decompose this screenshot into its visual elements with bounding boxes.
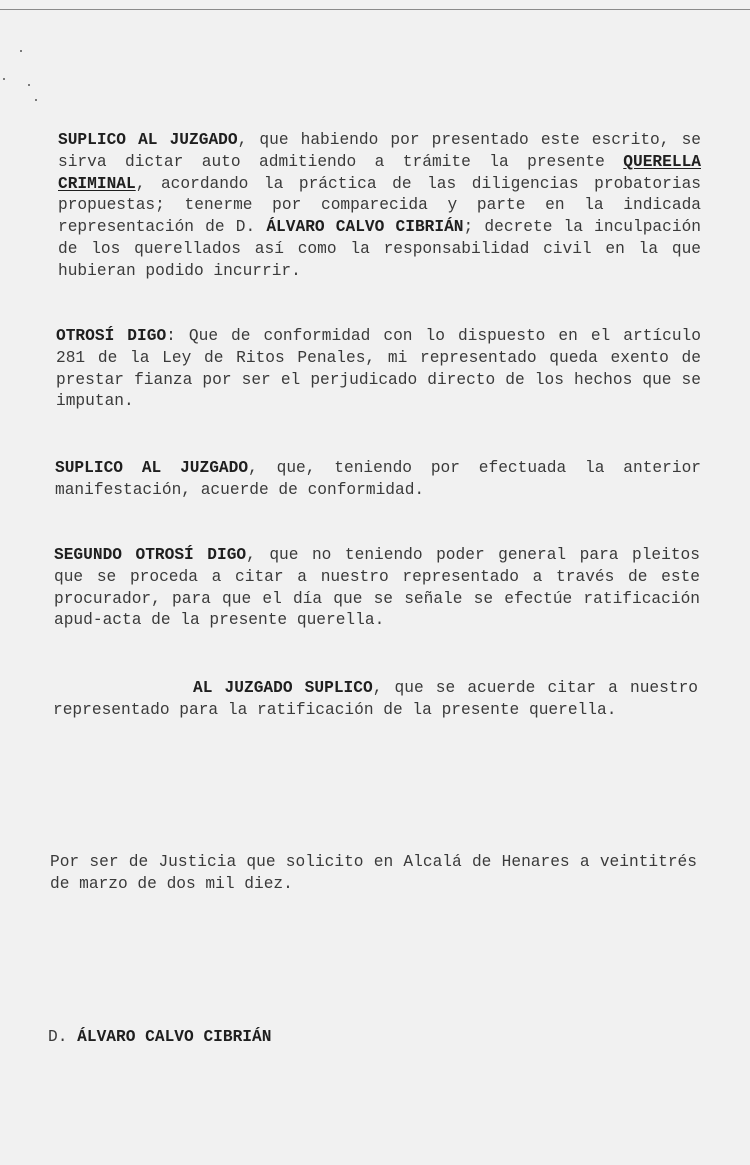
scan-speck	[35, 99, 37, 101]
scan-speck	[3, 78, 5, 80]
scan-speck	[28, 84, 30, 86]
paragraph-text: , que, teniendo por efectuada la anterior manifestación, acuerde de conformidad.	[55, 459, 701, 499]
paragraph-closing	[50, 852, 697, 896]
top-rule	[0, 9, 750, 10]
paragraph-lead: SEGUNDO OTROSÍ DIGO	[54, 546, 247, 564]
paragraph-lead: OTROSÍ DIGO	[56, 327, 167, 345]
signature-prefix: D.	[48, 1028, 78, 1046]
paragraph-text: Por ser de Justicia que solicito en Alcalá de Henares a veintitrés de marzo de dos mil diez.	[50, 853, 697, 893]
signature	[48, 1027, 548, 1049]
paragraph-text: , que no teniendo poder general para pleitos que se proceda a citar a nuestro representado a través de este procurador, para que el día que se señale se efectúe ratificación apud-acta de la presente querella.	[54, 546, 700, 630]
paragraph-text: : Que de conformidad con lo dispuesto en el artículo 281 de la Ley de Ritos Penales, mi representado queda exento de prestar fianza por ser el perjudicado directo de los hechos que se imputan.	[56, 327, 701, 411]
underlined-heading: QUERELLA CRIMINAL	[58, 152, 701, 193]
paragraph-text: , que habiendo por presentado este escrito, se sirva dictar auto admitiendo a trámite la presente	[58, 131, 701, 171]
paragraph-text: , acordando la práctica de las diligencias probatorias propuestas; tenerme por comparecida y parte en la indicada representación de D.	[58, 174, 701, 237]
paragraph-lead: SUPLICO AL JUZGADO	[55, 459, 249, 477]
scan-speck	[20, 50, 22, 52]
represented-name: ÁLVARO CALVO CIBRIÁN	[266, 218, 464, 237]
paragraph-suplico-querella	[58, 130, 701, 283]
paragraph-text: , que se acuerde citar a nuestro representado para la ratificación de la presente querella.	[53, 679, 698, 719]
paragraph-otrosi-digo	[56, 326, 701, 413]
paragraph-lead: SUPLICO AL JUZGADO	[58, 131, 238, 149]
signature-name: ÁLVARO CALVO CIBRIÁN	[77, 1028, 272, 1046]
paragraph-suplico-manifestacion	[55, 458, 701, 502]
paragraph-al-juzgado-suplico	[53, 678, 698, 722]
paragraph-text: ; decrete la inculpación de los querellados así como la responsabilidad civil en la que hubieran podido incurrir.	[58, 218, 702, 280]
paragraph-segundo-otrosi	[54, 545, 700, 632]
paragraph-lead: AL JUZGADO SUPLICO	[193, 679, 373, 697]
